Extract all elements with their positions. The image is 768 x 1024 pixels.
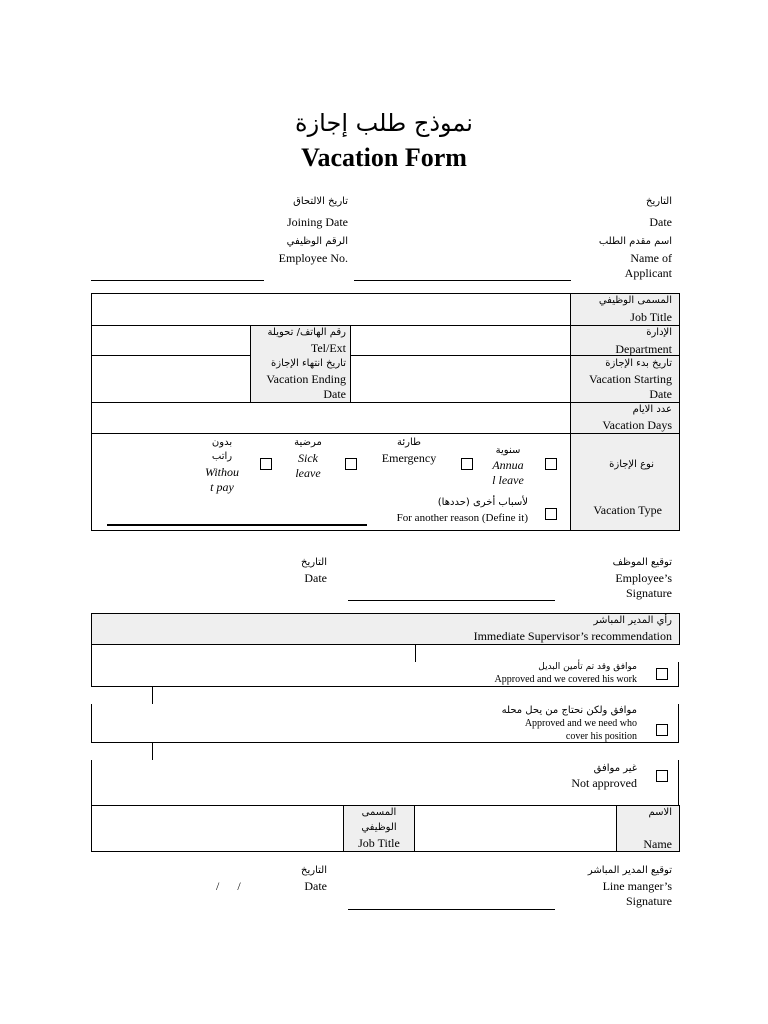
unpaid-leave-label-2: t pay	[210, 480, 234, 494]
start-date-input[interactable]	[351, 356, 570, 402]
sick-leave-label-ar: مرضية	[294, 437, 322, 448]
emergency-leave-label-ar: طارئة	[397, 437, 421, 448]
joining-date-label: Joining Date	[287, 215, 348, 229]
employee-date-label-ar: التاريخ	[301, 557, 327, 568]
vacation-days-label-ar: عدد الايام	[632, 404, 672, 415]
applicant-label-ar: اسم مقدم الطلب	[598, 236, 672, 247]
employee-no-label: Employee No.	[278, 251, 348, 265]
employee-signature-label-1: Employee’s	[615, 571, 672, 585]
supervisor-job-title-input[interactable]	[92, 806, 343, 851]
emergency-leave-label: Emergency	[381, 451, 437, 465]
job-title-label: Job Title	[630, 310, 672, 324]
manager-date-label-ar: التاريخ	[301, 865, 327, 876]
end-date-label-1: Vacation Ending	[266, 372, 346, 386]
end-date-label-2: Date	[323, 387, 346, 401]
supervisor-name-label: Name	[643, 837, 672, 851]
other-reason-label: For another reason (Define it)	[396, 512, 528, 524]
annual-leave-label-1: Annua	[492, 458, 524, 472]
unpaid-leave-label-ar-2: راتب	[211, 451, 233, 462]
applicant-label-1: Name of	[630, 251, 672, 265]
vacation-type-label: Vacation Type	[593, 503, 662, 517]
approved-need-cover-label-2: cover his position	[565, 731, 637, 742]
other-reason-input-line[interactable]	[107, 524, 367, 526]
other-reason-checkbox[interactable]	[545, 508, 557, 520]
job-title-label-ar: المسمى الوظيفي	[598, 295, 672, 306]
approved-covered-label: Approved and we covered his work	[494, 674, 637, 685]
not-approved-label-ar: غير موافق	[593, 763, 637, 774]
sick-leave-label-2: leave	[295, 466, 321, 480]
vacation-days-label: Vacation Days	[602, 418, 672, 432]
employee-signature-line[interactable]	[348, 600, 555, 601]
employee-no-input-line[interactable]	[91, 280, 264, 281]
supervisor-job-title-label-ar-2: الوظيفي	[361, 822, 397, 833]
sick-leave-checkbox[interactable]	[345, 458, 357, 470]
approved-need-cover-label-ar: موافق ولكن نحتاج من يحل محله	[501, 705, 637, 716]
tel-label-ar: رقم الهاتف/ تحويلة	[267, 327, 346, 338]
employee-no-label-ar: الرقم الوظيفي	[286, 236, 348, 247]
vacation-type-label-ar: نوع الإجازة	[609, 459, 654, 470]
department-input[interactable]	[351, 326, 570, 355]
unpaid-leave-label-ar-1: بدون	[211, 437, 233, 448]
form-title-arabic: نموذج طلب إجازة	[295, 109, 473, 137]
annual-leave-label-ar: سنوية	[495, 445, 521, 456]
department-label-ar: الإدارة	[646, 327, 672, 338]
manager-signature-line[interactable]	[348, 909, 555, 910]
not-approved-label: Not approved	[571, 776, 637, 790]
annual-leave-label-2: l leave	[492, 473, 524, 487]
emergency-leave-checkbox[interactable]	[461, 458, 473, 470]
employee-date-label: Date	[304, 571, 327, 585]
applicant-label-2: Applicant	[624, 266, 672, 280]
date-label-ar: التاريخ	[646, 196, 672, 207]
manager-date-input[interactable]: / /	[216, 879, 241, 893]
applicant-input-line[interactable]	[354, 280, 571, 281]
end-date-input[interactable]	[92, 356, 250, 402]
other-reason-label-ar: لأسباب أخرى (حددها)	[437, 497, 528, 508]
end-date-label-ar: تاريخ انتهاء الإجازة	[271, 358, 346, 369]
vacation-days-input[interactable]	[92, 403, 570, 433]
manager-signature-label-1: Line manger’s	[602, 879, 672, 893]
supervisor-job-title-label-ar-1: المسمى	[361, 807, 397, 818]
supervisor-header-ar: رأي المدير المباشر	[593, 615, 672, 626]
approved-need-cover-label-1: Approved and we need who	[524, 718, 637, 729]
approved-need-cover-checkbox[interactable]	[656, 724, 668, 736]
manager-signature-label-ar: توقيع المدير المباشر	[587, 865, 672, 876]
approved-covered-label-ar: موافق وقد تم تأمين البديل	[538, 662, 637, 672]
date-label: Date	[649, 215, 672, 229]
supervisor-job-title-label: Job Title	[358, 836, 400, 850]
supervisor-name-label-ar: الاسم	[648, 807, 672, 818]
annual-leave-checkbox[interactable]	[545, 458, 557, 470]
start-date-label-2: Date	[649, 387, 672, 401]
start-date-label-ar: تاريخ بدء الإجازة	[605, 358, 672, 369]
manager-date-label: Date	[304, 879, 327, 893]
job-title-input[interactable]	[92, 294, 570, 325]
supervisor-header-label: Immediate Supervisor’s recommendation	[473, 629, 672, 643]
unpaid-leave-label-1: Withou	[204, 465, 239, 479]
employee-signature-label-2: Signature	[626, 586, 672, 600]
tel-input[interactable]	[92, 326, 250, 355]
supervisor-name-input[interactable]	[415, 806, 616, 851]
department-label: Department	[615, 342, 672, 356]
manager-signature-label-2: Signature	[626, 894, 672, 908]
sick-leave-label-1: Sick	[298, 451, 318, 465]
joining-date-label-ar: تاريخ الالتحاق	[293, 196, 348, 207]
unpaid-leave-checkbox[interactable]	[260, 458, 272, 470]
tel-label: Tel/Ext	[310, 341, 346, 355]
not-approved-checkbox[interactable]	[656, 770, 668, 782]
employee-signature-label-ar: توقيع الموظف	[612, 557, 672, 568]
start-date-label-1: Vacation Starting	[589, 372, 672, 386]
form-title: Vacation Form	[301, 143, 467, 172]
approved-covered-checkbox[interactable]	[656, 668, 668, 680]
